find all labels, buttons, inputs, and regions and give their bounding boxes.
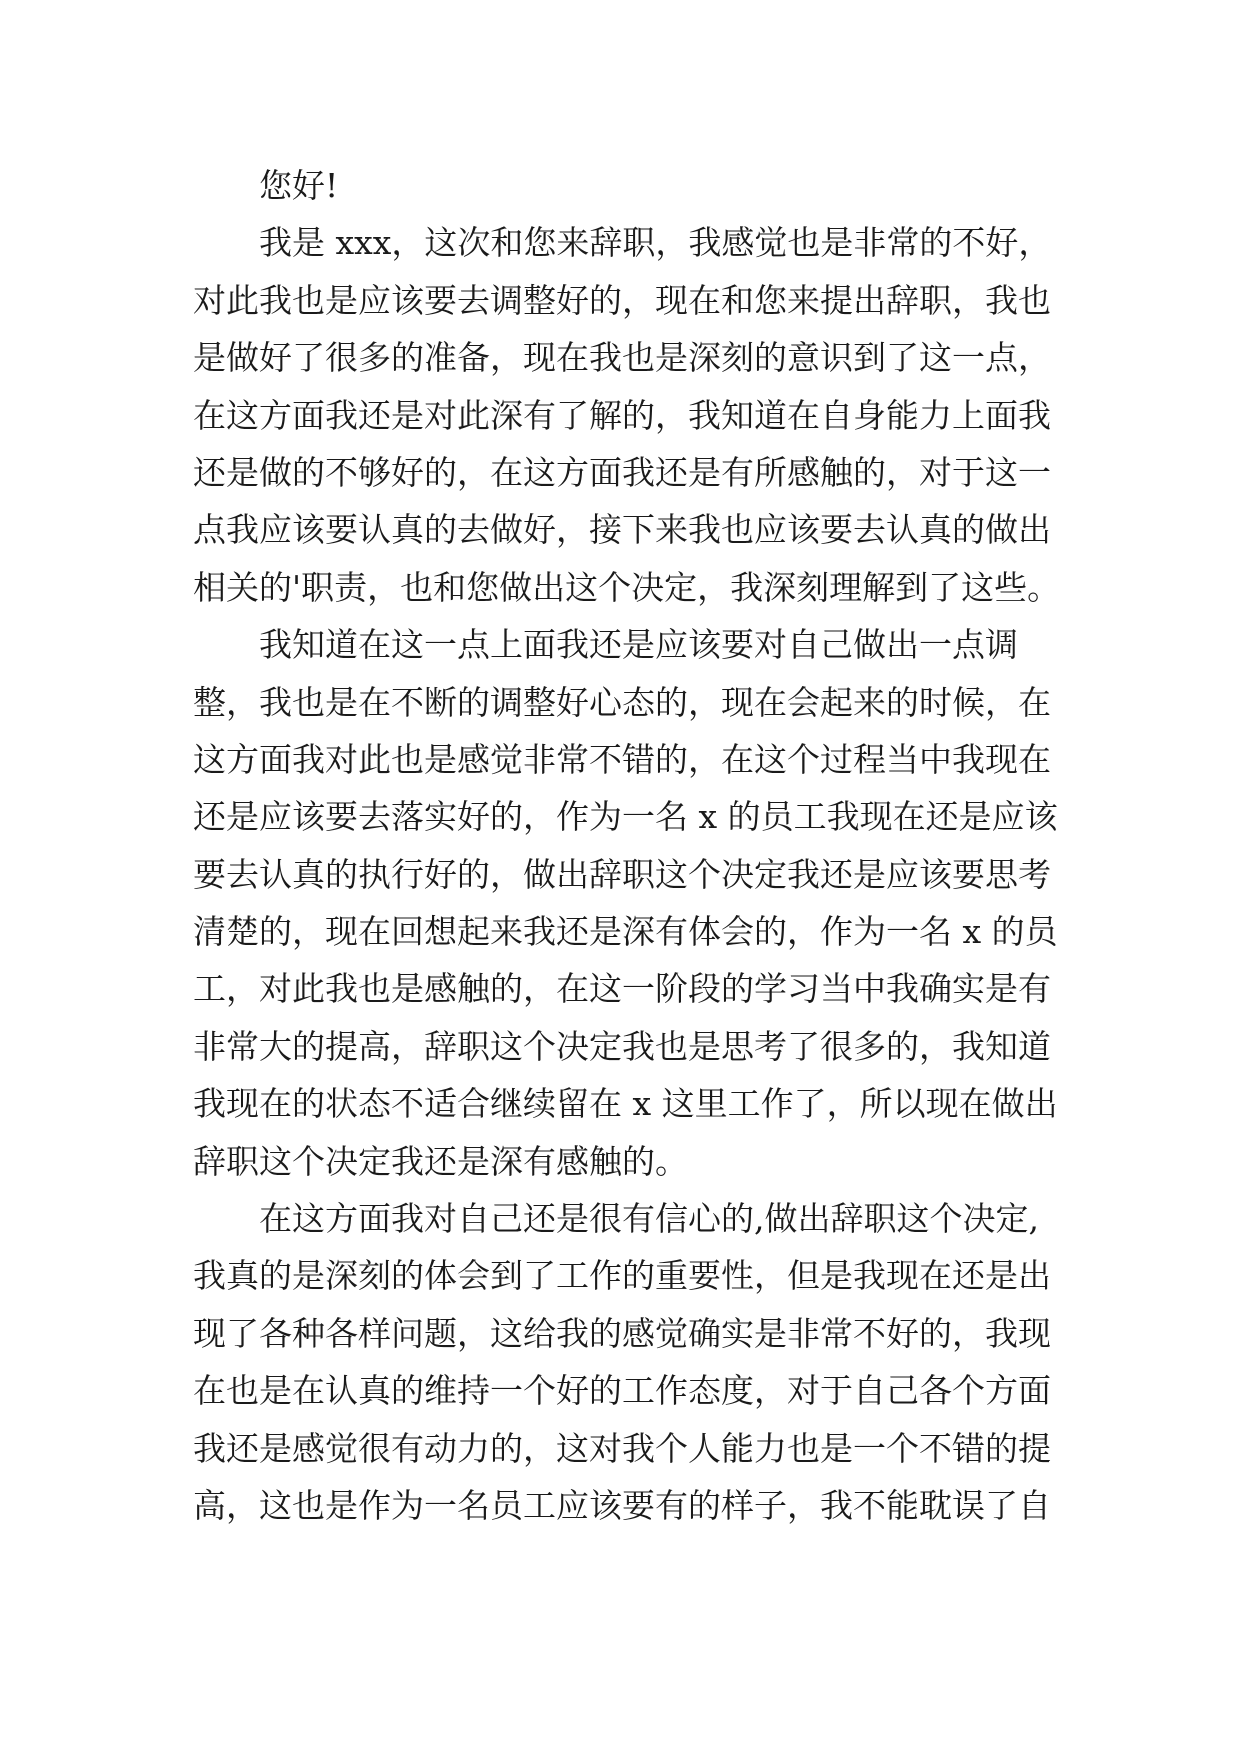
paragraph-line: 我是 xxx，这次和您来辞职，我感觉也是非常的不好，: [259, 223, 1052, 263]
paragraph-line: 在也是在认真的维持一个好的工作态度，对于自己各个方面: [193, 1371, 1051, 1411]
paragraph-line: 高，这也是作为一名员工应该要有的样子，我不能耽误了自: [193, 1485, 1051, 1525]
paragraph-line: 非常大的提高，辞职这个决定我也是思考了很多的，我知道: [193, 1026, 1051, 1066]
paragraph-line: 这方面我对此也是感觉非常不错的，在这个过程当中我现在: [193, 739, 1051, 779]
paragraph-line: 还是应该要去落实好的，作为一名 x 的员工我现在还是应该: [193, 797, 1058, 837]
letter-body: [193, 157, 1061, 1534]
paragraph-line: 我真的是深刻的体会到了工作的重要性，但是我现在还是出: [193, 1256, 1051, 1296]
paragraph-2: [193, 616, 1058, 1190]
paragraph-line: 点我应该要认真的去做好，接下来我也应该要去认真的做出: [193, 510, 1051, 550]
paragraph-line: 在这方面我对自己还是很有信心的,做出辞职这个决定,: [259, 1199, 1039, 1239]
paragraph-line: 还是做的不够好的，在这方面我还是有所感触的，对于这一: [193, 452, 1051, 492]
paragraph-1: [193, 214, 1061, 616]
paragraph-line: 是做好了很多的准备，现在我也是深刻的意识到了这一点，: [193, 338, 1051, 378]
paragraph-line: 我还是感觉很有动力的，这对我个人能力也是一个不错的提: [193, 1428, 1051, 1468]
paragraph-line: 现了各种各样问题，这给我的感觉确实是非常不好的，我现: [193, 1313, 1051, 1353]
paragraph-line: 整，我也是在不断的调整好心态的，现在会起来的时候，在: [193, 682, 1051, 722]
paragraph-3: [193, 1190, 1053, 1534]
paragraph-line: 我知道在这一点上面我还是应该要对自己做出一点调: [259, 625, 1018, 665]
paragraph-line: 在这方面我还是对此深有了解的，我知道在自身能力上面我: [193, 395, 1051, 435]
paragraph-line: 辞职这个决定我还是深有感触的。: [193, 1141, 688, 1181]
paragraph-line: 相关的'职责，也和您做出这个决定，我深刻理解到了这些。: [193, 567, 1061, 607]
paragraph-line: 要去认真的执行好的，做出辞职这个决定我还是应该要思考: [193, 854, 1051, 894]
paragraph-line: 清楚的，现在回想起来我还是深有体会的，作为一名 x 的员: [193, 912, 1058, 952]
paragraph-line: 对此我也是应该要去调整好的，现在和您来提出辞职，我也: [193, 280, 1051, 320]
paragraph-line: 我现在的状态不适合继续留在 x 这里工作了，所以现在做出: [193, 1084, 1058, 1124]
greeting: 您好!: [259, 166, 339, 205]
paragraph-line: 工，对此我也是感触的，在这一阶段的学习当中我确实是有: [193, 969, 1051, 1009]
